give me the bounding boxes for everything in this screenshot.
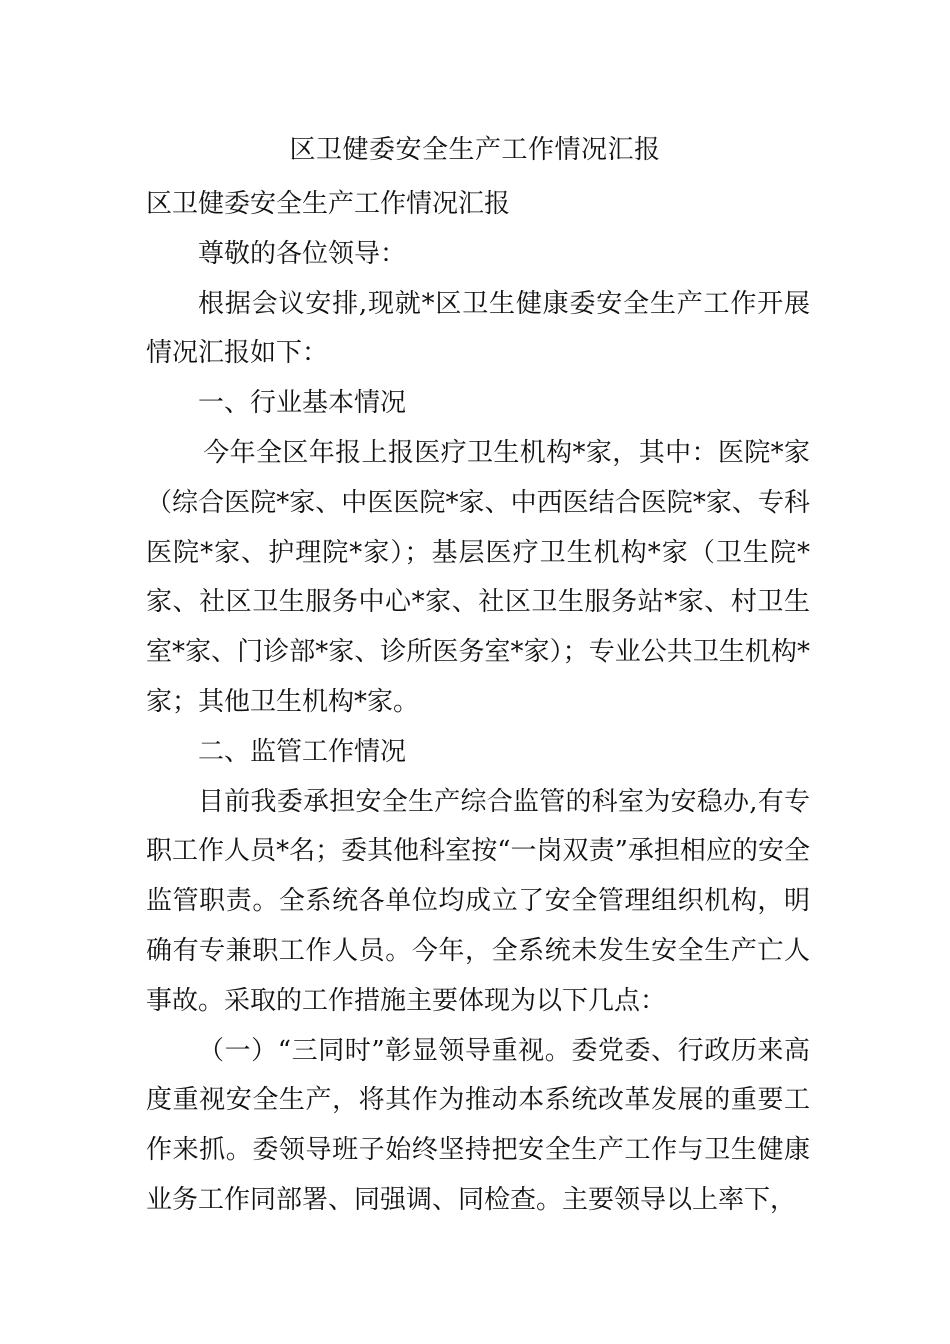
measure-1-paragraph: （一）“三同时”彰显领导重视。委党委、行政历来高度重视安全生产，将其作为推动本系统改革发展的重要工作来抓。委领导班子始终坚持把安全生产工作与卫生健康业务工作同部署、同强调、同检查。主要领导以上率下，	[146, 1035, 810, 1215]
section-heading-2: 二、监管工作情况	[198, 736, 407, 767]
document-body	[146, 180, 810, 1226]
supervision-paragraph: 目前我委承担安全生产综合监管的科室为安稳办,有专职工作人员*名；委其他科室按“一岗双责”承担相应的安全监管职责。全系统各单位均成立了安全管理组织机构，明确有专兼职工作人员。今年，全系统未发生安全生产亡人事故。采取的工作措施主要体现为以下几点：	[146, 786, 810, 1016]
industry-overview-paragraph: 今年全区年报上报医疗卫生机构*家，其中：医院*家（综合医院*家、中医医院*家、中西医结合医院*家、专科医院*家、护理院*家）；基层医疗卫生机构*家（卫生院*家、社区卫生服务中心*家、社区卫生服务站*家、村卫生室*家、门诊部*家、诊所医务室*家）；专业公共卫生机构*家；其他卫生机构*家。	[146, 437, 810, 717]
section-heading-1: 一、行业基本情况	[198, 388, 407, 419]
repeated-title-paragraph: 区卫健委安全生产工作情况汇报	[146, 189, 511, 219]
document-title: 区卫健委安全生产工作情况汇报	[289, 135, 661, 165]
intro-paragraph: 根据会议安排,现就*区卫生健康委安全生产工作开展情况汇报如下：	[146, 288, 810, 369]
salutation-paragraph: 尊敬的各位领导：	[198, 238, 407, 269]
